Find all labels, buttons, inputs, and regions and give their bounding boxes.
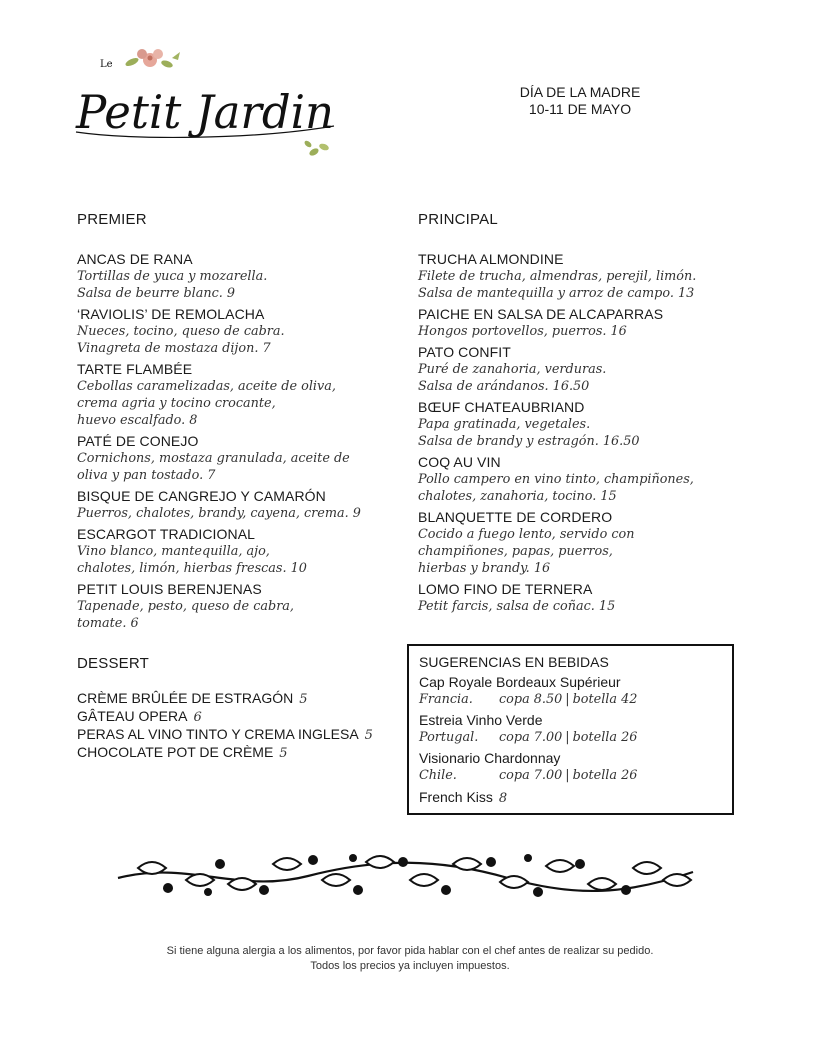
item-name: CRÈME BRÛLÉE DE ESTRAGÓN [77, 690, 294, 706]
item-name: BLANQUETTE DE CORDERO [418, 509, 613, 525]
menu-item [418, 306, 748, 340]
item-name: PATO CONFIT [418, 344, 511, 360]
allergy-note: Si tiene alguna alergia a los alimentos, por favor pida hablar con el chef antes de realizar su pedido. [166, 945, 654, 957]
wine-entry [419, 749, 722, 784]
price-divider: | [565, 692, 570, 707]
menu-item [77, 433, 397, 484]
principal-list [418, 251, 748, 619]
dessert-item [77, 708, 407, 726]
menu-item [418, 581, 748, 615]
wine-glass-price: copa 7.00 [499, 730, 563, 745]
premier-list [77, 251, 397, 636]
price-divider: | [565, 730, 570, 745]
item-name: ESCARGOT TRADICIONAL [77, 526, 256, 542]
wine-origin: Portugal. [419, 730, 479, 745]
event-title: DÍA DE LA MADRE [519, 84, 641, 100]
price-divider: | [565, 768, 570, 783]
drink-suggestions-box [407, 644, 734, 815]
item-name: ‘RAVIOLIS’ DE REMOLACHA [77, 306, 265, 322]
item-description: Tapenade, pesto, queso de cabra, tomate. 6 [77, 599, 295, 631]
item-name: TARTE FLAMBÉE [77, 361, 193, 377]
item-description: Filete de trucha, almendras, perejil, limón. Salsa de mantequilla y arroz de campo. 13 [418, 269, 697, 301]
item-description: Tortillas de yuca y mozarella. Salsa de beurre blanc. 9 [77, 269, 268, 301]
menu-item [77, 581, 397, 632]
wine-entry [419, 673, 722, 708]
menu-item [418, 509, 748, 577]
item-name: COQ AU VIN [418, 454, 501, 470]
menu-item [77, 361, 397, 429]
dessert-heading: DESSERT [77, 655, 149, 672]
item-description: Vino blanco, mantequilla, ajo, chalotes, limón, hierbas frescas. 10 [77, 544, 307, 576]
event-heading [490, 84, 670, 118]
item-price: 6 [193, 710, 202, 725]
item-name: CHOCOLATE POT DE CRÈME [77, 744, 274, 760]
item-description: Pollo campero en vino tinto, champiñones, chalotes, zanahoria, tocino. 15 [418, 472, 694, 504]
drinks-heading: SUGERENCIAS EN BEBIDAS [419, 654, 609, 670]
item-name: BŒUF CHATEAUBRIAND [418, 399, 585, 415]
logo-artwork [72, 44, 342, 169]
wine-bottle-price: botella 42 [572, 692, 638, 707]
logo-script-text: Petit Jardin [75, 85, 335, 139]
item-description: Cornichons, mostaza granulada, aceite de oliva y pan tostado. 7 [77, 451, 350, 483]
item-name: PAICHE EN SALSA DE ALCAPARRAS [418, 306, 664, 322]
menu-item [418, 344, 748, 395]
wine-glass-price: copa 8.50 [499, 692, 563, 707]
wine-glass-price: copa 7.00 [499, 768, 563, 783]
wine-origin: Chile. [419, 768, 457, 783]
dessert-item [77, 744, 407, 762]
item-name: PETIT LOUIS BERENJENAS [77, 581, 262, 597]
menu-item [77, 251, 397, 302]
menu-item [77, 306, 397, 357]
menu-item [77, 488, 397, 522]
item-price: 5 [279, 746, 288, 761]
wine-name: Estreia Vinho Verde [419, 712, 543, 728]
menu-item [418, 454, 748, 505]
menu-item [418, 251, 748, 302]
item-name: TRUCHA ALMONDINE [418, 251, 564, 267]
tax-note: Todos los precios ya incluyen impuestos. [310, 960, 510, 972]
wine-bottle-price: botella 26 [572, 768, 638, 783]
dessert-item [77, 726, 407, 744]
event-dates: 10-11 DE MAYO [528, 101, 632, 117]
item-description: Hongos portovellos, puerros. 16 [418, 324, 627, 339]
item-name: ANCAS DE RANA [77, 251, 193, 267]
footer-note [60, 944, 760, 974]
cocktail-name: French Kiss [419, 789, 493, 805]
menu-item [77, 526, 397, 577]
item-description: Puré de zanahoria, verduras. Salsa de arándanos. 16.50 [418, 362, 607, 394]
item-description: Cebollas caramelizadas, aceite de oliva, crema agria y tocino crocante, huevo escalfado. 8 [77, 379, 336, 428]
item-description: Puerros, chalotes, brandy, cayena, crema. 9 [77, 506, 361, 521]
menu-item [418, 399, 748, 450]
premier-heading: PREMIER [77, 211, 147, 228]
item-name: PERAS AL VINO TINTO Y CREMA INGLESA [77, 726, 359, 742]
item-description: Cocido a fuego lento, servido con champiñones, papas, puerros, hierbas y brandy. 16 [418, 527, 635, 576]
vine-divider-icon [108, 850, 700, 900]
wine-entry [419, 711, 722, 746]
item-price: 5 [364, 728, 373, 743]
cocktail-entry [419, 788, 722, 808]
logo-small-text: Le [100, 59, 113, 70]
item-name: LOMO FINO DE TERNERA [418, 581, 593, 597]
item-description: Papa gratinada, vegetales. Salsa de brandy y estragón. 16.50 [418, 417, 640, 449]
principal-heading: PRINCIPAL [418, 211, 498, 228]
item-description: Nueces, tocino, queso de cabra. Vinagreta de mostaza dijon. 7 [77, 324, 285, 356]
restaurant-logo [72, 44, 342, 169]
cocktail-price: 8 [498, 791, 508, 806]
wine-bottle-price: botella 26 [572, 730, 638, 745]
wine-name: Cap Royale Bordeaux Supérieur [419, 674, 621, 690]
item-description: Petit farcis, salsa de coñac. 15 [418, 599, 616, 614]
dessert-list [77, 690, 407, 762]
item-name: GÂTEAU OPERA [77, 708, 188, 724]
wine-name: Visionario Chardonnay [419, 750, 561, 766]
wine-origin: Francia. [419, 692, 473, 707]
item-price: 5 [299, 692, 308, 707]
dessert-item [77, 690, 407, 708]
item-name: BISQUE DE CANGREJO Y CAMARÓN [77, 488, 326, 504]
item-name: PATÉ DE CONEJO [77, 433, 199, 449]
